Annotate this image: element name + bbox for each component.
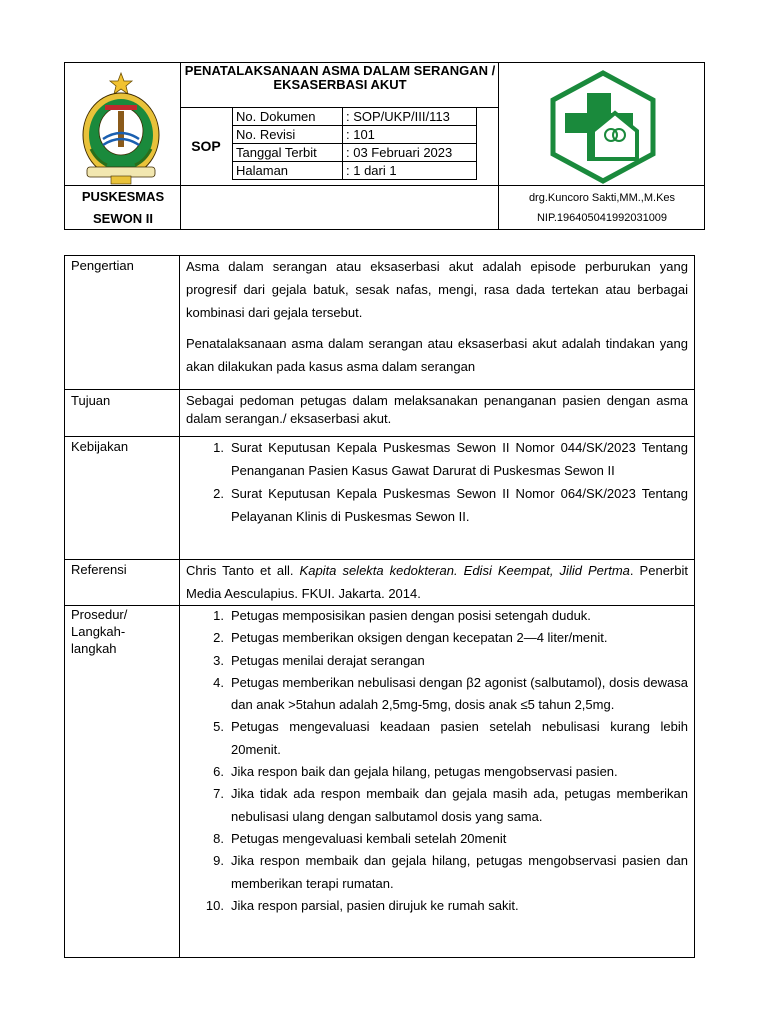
bantul-regency-emblem-icon [77,69,165,187]
list-number: 1. [213,608,224,623]
doc-number-label: No. Dokumen [233,108,343,126]
list-number: 2. [213,630,224,646]
list-text: Petugas memberikan oksigen dengan kecepatan 2—4 liter/menit. [231,630,608,646]
list-text: Petugas memberikan nebulisasi dengan β2 agonist (salbutamol), dosis dewasa dan anak >5tahun adalah 2,5mg-5mg, dosis anak ≤5 tahun 2,5mg. [231,674,688,713]
section-body [186,559,688,605]
document-title: PENATALAKSANAAN ASMA DALAM SERANGAN / EKSASERBASI AKUT [184,63,496,92]
signature-block [499,185,705,231]
table-row [233,108,477,126]
revision-value: : 101 [343,126,477,144]
list-text: Petugas memposisikan pasien dengan posisi setengah duduk. [231,608,591,623]
section-body: Sebagai pedoman petugas dalam melaksanakan penanganan pasien dengan asma dalam serangan./ eksaserbasi akut. [186,393,688,426]
list-text: Surat Keputusan Kepala Puskesmas Sewon II Nomor 064/SK/2023 Tentang Pelayanan Klinis di Puskesmas Sewon II. [231,486,688,524]
table-row [233,162,477,180]
list-number: 5. [213,719,224,735]
page-value: : 1 dari 1 [343,162,477,180]
label-line: Prosedur/ [71,607,128,622]
sop-label: SOP [191,138,221,154]
section-label: Kebijakan [71,439,129,454]
section-kebijakan [65,436,694,560]
list-number: 10. [205,897,224,913]
document-info-table [232,107,477,180]
list-item [186,627,688,649]
list-text: Jika respon membaik dan gejala hilang, petugas mengobservasi pasien dan memberikan terapi rumatan. [231,853,688,891]
section-label: Referensi [71,562,127,577]
table-row [233,126,477,144]
reference-publisher: . Penerbit Media Aesculapius. FKUI. Jakarta. 2014. [186,563,688,601]
section-body [186,255,688,378]
page-label: Halaman [233,162,343,180]
issue-date-label: Tanggal Terbit [233,144,343,162]
signer-name: drg.Kuncoro Sakti,MM.,M.Kes [528,192,676,204]
list-item [186,605,688,627]
organization-name [65,185,181,231]
section-prosedur [65,605,694,958]
list-text: Petugas mengevaluasi kembali setelah 20menit [231,830,507,846]
section-pengertian [65,256,694,389]
list-number: 8. [213,830,224,846]
list-item [186,895,688,917]
sop-header [64,62,705,230]
list-number: 4. [213,674,224,690]
list-text: Petugas mengevaluasi keadaan pasien setelah nebulisasi kurang lebih 20menit. [231,719,688,757]
policy-list [186,436,688,528]
revision-label: No. Revisi [233,126,343,144]
section-label [71,606,127,657]
list-item [186,436,688,482]
list-item [186,650,688,672]
section-referensi [65,559,694,606]
list-number: 2. [213,486,224,501]
section-tujuan [65,389,694,437]
org-line1: PUSKESMAS [81,189,165,204]
list-item [186,783,688,828]
sop-content-table [64,255,695,958]
paragraph: Asma dalam serangan atau eksaserbasi akut adalah episode perburukan yang progresif dari gejala batuk, sesak nafas, mengi, rasa dada tertekan atau berbagai kombinasi dari gejala tersebut. [186,259,688,320]
list-item [186,828,688,850]
procedure-list [186,605,688,917]
reference-title: Kapita selekta kedokteran. Edisi Keempat, Jilid Pertma [299,563,630,578]
doc-number-value: : SOP/UKP/III/113 [343,108,477,126]
list-text: Jika respon baik dan gejala hilang, petugas mengobservasi pasien. [231,764,618,780]
list-text: Jika tidak ada respon membaik dan gejala masih ada, petugas memberikan nebulisasi ulang dengan salbutamol dosis yang sama. [231,786,688,824]
list-item [186,672,688,717]
list-number: 6. [213,764,224,780]
section-label: Tujuan [71,393,111,408]
reference-author: Chris Tanto et all. [186,563,294,578]
list-text: Surat Keputusan Kepala Puskesmas Sewon II Nomor 044/SK/2023 Tentang Penanganan Pasien Kasus Gawat Darurat di Puskesmas Sewon II [231,440,688,478]
issue-date-value: : 03 Februari 2023 [343,144,477,162]
org-line2: SEWON II [93,211,153,226]
list-item [186,716,688,761]
list-number: 1. [213,440,224,455]
label-line: Langkah- [71,624,126,639]
list-number: 7. [213,786,224,802]
signer-nip: NIP.196405041992031009 [536,212,668,224]
list-item [186,482,688,528]
table-row [233,144,477,162]
list-item [186,850,688,895]
list-text: Jika respon parsial, pasien dirujuk ke rumah sakit. [231,897,519,913]
paragraph: Penatalaksanaan asma dalam serangan atau eksaserbasi akut adalah tindakan yang akan dilakukan pada kasus asma dalam serangan [186,336,688,374]
section-label: Pengertian [71,258,134,273]
list-item [186,761,688,783]
list-text: Petugas menilai derajat serangan [231,652,425,668]
list-number: 9. [213,853,224,869]
list-number: 3. [213,652,224,668]
puskesmas-logo-icon [545,69,661,185]
label-line: langkah [71,641,117,656]
